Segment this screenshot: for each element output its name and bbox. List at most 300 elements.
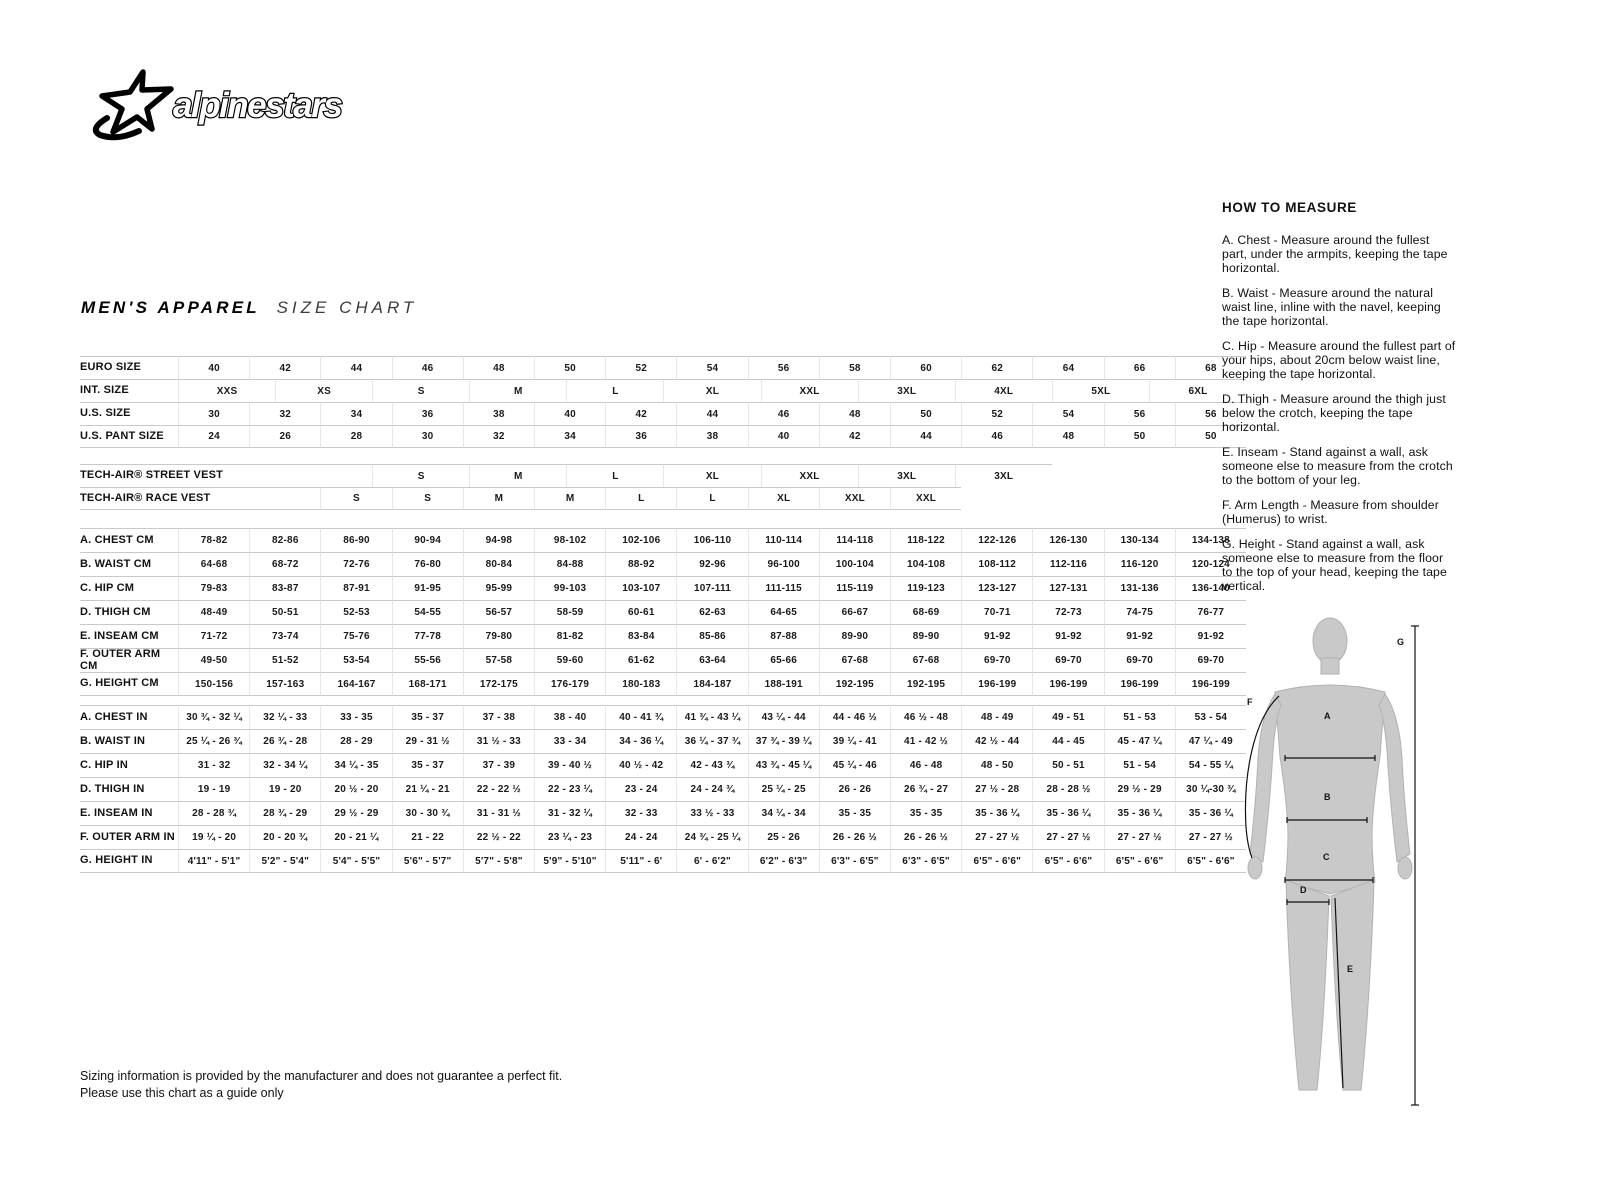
table-row	[80, 552, 1246, 576]
table-row	[80, 356, 1246, 379]
size-cell: 77-78	[392, 624, 463, 648]
size-cell: 33 ½ - 33	[676, 801, 747, 825]
size-cell: 95-99	[463, 576, 534, 600]
how-to-measure-item: D. Thigh - Measure around the thigh just below the crotch, keeping the tape horizontal.	[1222, 392, 1446, 435]
size-cell: 44 - 45	[1032, 729, 1103, 753]
size-cell: 35 - 35	[819, 801, 890, 825]
size-cell: 40	[748, 425, 819, 448]
size-cell: 53-54	[320, 648, 391, 672]
size-cell: 38 - 40	[534, 705, 605, 729]
size-cell: 37 - 39	[463, 753, 534, 777]
size-cell: 36	[392, 402, 463, 425]
size-cell: 79-83	[178, 576, 249, 600]
size-cell: 92-96	[676, 552, 747, 576]
size-cell: 89-90	[890, 624, 961, 648]
page-title-sub: SIZE CHART	[276, 298, 418, 317]
figure-label-hip: C	[1323, 852, 1330, 862]
size-cell	[178, 464, 275, 487]
size-cell: 33 - 34	[534, 729, 605, 753]
size-cell: 72-76	[320, 552, 391, 576]
size-cell: 6'2" - 6'3"	[748, 849, 819, 873]
size-cell: 68-69	[890, 600, 961, 624]
size-cell: 108-112	[961, 552, 1032, 576]
size-cell: 19 ¼ - 20	[178, 825, 249, 849]
row-label: E. INSEAM CM	[80, 624, 178, 648]
size-cell: 26 ¾ - 27	[890, 777, 961, 801]
size-cell: 59-60	[534, 648, 605, 672]
size-cell: 34	[534, 425, 605, 448]
size-cell: 70-71	[961, 600, 1032, 624]
size-cell: 6'5" - 6'6"	[1104, 849, 1175, 873]
row-label: C. HIP CM	[80, 576, 178, 600]
size-cell: 60-61	[605, 600, 676, 624]
table-row	[80, 600, 1246, 624]
size-cell: 24 - 24	[605, 825, 676, 849]
size-cell: 99-103	[534, 576, 605, 600]
size-cell: 54	[1032, 402, 1103, 425]
size-cell: M	[469, 379, 566, 402]
size-cell: 31 ½ - 33	[463, 729, 534, 753]
page-title-main: MEN'S APPAREL	[81, 298, 260, 317]
size-cell: 25 ¼ - 26 ¾	[178, 729, 249, 753]
size-cell: 26 - 26	[819, 777, 890, 801]
size-cell: 23 - 24	[605, 777, 676, 801]
how-to-measure-item: G. Height - Stand against a wall, ask someone else to measure from the floor to the top of your head, keeping the tape vertical.	[1222, 537, 1447, 594]
size-cell: 6' - 6'2"	[676, 849, 747, 873]
size-cell: 65-66	[748, 648, 819, 672]
size-cell: 87-91	[320, 576, 391, 600]
size-cell: 35 - 36 ¼	[1175, 801, 1246, 825]
size-cell: 32 ¼ - 33	[249, 705, 320, 729]
size-cell: L	[605, 487, 676, 510]
size-cell: 43 ¾ - 45 ¼	[748, 753, 819, 777]
size-cell: 26	[249, 425, 320, 448]
size-cell: M	[534, 487, 605, 510]
size-cell: 6'3" - 6'5"	[890, 849, 961, 873]
size-cell: 25 ¼ - 25	[748, 777, 819, 801]
size-cell: 176-179	[534, 672, 605, 696]
size-cell: 184-187	[676, 672, 747, 696]
disclaimer-line-2: Please use this chart as a guide only	[80, 1085, 284, 1100]
size-cell: 50	[1175, 425, 1246, 448]
size-cell: 192-195	[890, 672, 961, 696]
size-cell: 110-114	[748, 528, 819, 552]
size-cell: XL	[748, 487, 819, 510]
size-cell: 34 ¼ - 34	[748, 801, 819, 825]
size-cell: 71-72	[178, 624, 249, 648]
size-cell: 50	[534, 356, 605, 379]
size-cell: 136-140	[1175, 576, 1246, 600]
size-cell: 3XL	[858, 464, 955, 487]
size-cell: 112-116	[1032, 552, 1103, 576]
size-cell: 40	[534, 402, 605, 425]
size-cell: 27 ½ - 28	[961, 777, 1032, 801]
row-label: TECH-AIR® RACE VEST	[80, 487, 178, 510]
size-cell: 34 ¼ - 35	[320, 753, 391, 777]
size-cell: XS	[275, 379, 372, 402]
size-cell: 69-70	[1032, 648, 1103, 672]
size-cell: 5'7" - 5'8"	[463, 849, 534, 873]
size-cell: 46	[392, 356, 463, 379]
how-to-measure-item: B. Waist - Measure around the natural waist line, inline with the navel, keeping the tape horizontal.	[1222, 286, 1441, 329]
size-cell: 32 - 34 ¼	[249, 753, 320, 777]
size-cell: 196-199	[1032, 672, 1103, 696]
size-cell: 28 - 28 ¾	[178, 801, 249, 825]
figure-label-arm: F	[1247, 697, 1253, 707]
size-cell: 40 - 41 ¾	[605, 705, 676, 729]
size-cell: 27 - 27 ½	[1104, 825, 1175, 849]
size-cell: 38	[676, 425, 747, 448]
size-cell: 28 - 28 ½	[1032, 777, 1103, 801]
size-cell: 119-123	[890, 576, 961, 600]
size-cell: 111-115	[748, 576, 819, 600]
size-cell: 46 - 48	[890, 753, 961, 777]
how-to-measure-heading: HOW TO MEASURE	[1222, 200, 1357, 215]
size-cell: 20 ½ - 20	[320, 777, 391, 801]
size-cell: 90-94	[392, 528, 463, 552]
size-cell	[961, 487, 1032, 510]
row-label: INT. SIZE	[80, 379, 178, 402]
size-cell: 19 - 19	[178, 777, 249, 801]
size-cell: 27 - 27 ½	[961, 825, 1032, 849]
row-label: E. INSEAM IN	[80, 801, 178, 825]
size-cell: 51 - 53	[1104, 705, 1175, 729]
size-cell: 196-199	[1175, 672, 1246, 696]
size-cell	[1052, 464, 1149, 487]
size-cell: 46 ½ - 48	[890, 705, 961, 729]
size-cell: 46	[748, 402, 819, 425]
size-cell: 43 ¼ - 44	[748, 705, 819, 729]
size-cell: 50 - 51	[1032, 753, 1103, 777]
size-cell: 79-80	[463, 624, 534, 648]
size-cell: 51-52	[249, 648, 320, 672]
table-row	[80, 825, 1246, 849]
how-to-measure-item: E. Inseam - Stand against a wall, ask someone else to measure from the crotch to the bottom of your leg.	[1222, 445, 1453, 488]
size-cell: XXS	[178, 379, 275, 402]
size-cell: XL	[663, 464, 760, 487]
size-cell: 91-92	[1175, 624, 1246, 648]
size-cell: 37 - 38	[463, 705, 534, 729]
page-title	[81, 298, 417, 318]
size-cell: 127-131	[1032, 576, 1103, 600]
size-cell: L	[566, 379, 663, 402]
size-cell: 73-74	[249, 624, 320, 648]
size-cell: 63-64	[676, 648, 747, 672]
figure-label-thigh: D	[1300, 885, 1307, 895]
size-cell: 5'4" - 5'5"	[320, 849, 391, 873]
size-cell: 50-51	[249, 600, 320, 624]
size-cell: 48	[1032, 425, 1103, 448]
size-cell: 61-62	[605, 648, 676, 672]
size-cell: 44	[890, 425, 961, 448]
size-cell: 64-65	[748, 600, 819, 624]
size-cell: 29 - 31 ½	[392, 729, 463, 753]
size-cell: 188-191	[748, 672, 819, 696]
size-cell: 49-50	[178, 648, 249, 672]
size-cell: 31 - 32 ¼	[534, 801, 605, 825]
size-cell: 58	[819, 356, 890, 379]
size-cell: 35 - 36 ¼	[1032, 801, 1103, 825]
size-cell: 55-56	[392, 648, 463, 672]
row-label: G. HEIGHT CM	[80, 672, 178, 696]
size-cell: 39 ¼ - 41	[819, 729, 890, 753]
how-to-measure-list	[1222, 233, 1456, 593]
table-row	[80, 425, 1246, 448]
size-cell: 157-163	[249, 672, 320, 696]
size-cell: 42	[819, 425, 890, 448]
table-row	[80, 624, 1246, 648]
size-cell: 47 ¼ - 49	[1175, 729, 1246, 753]
size-cell: 41 - 42 ½	[890, 729, 961, 753]
size-cell	[1032, 487, 1103, 510]
size-cell: 74-75	[1104, 600, 1175, 624]
size-cell: 62	[961, 356, 1032, 379]
size-cell: 39 - 40 ½	[534, 753, 605, 777]
size-cell: 60	[890, 356, 961, 379]
size-cell: 24 - 24 ¾	[676, 777, 747, 801]
row-label: A. CHEST IN	[80, 705, 178, 729]
size-cell: 118-122	[890, 528, 961, 552]
size-cell: 50	[1104, 425, 1175, 448]
size-cell: 6XL	[1149, 379, 1246, 402]
size-cell: 25 - 26	[748, 825, 819, 849]
size-cell: 28 ¾ - 29	[249, 801, 320, 825]
size-cell: 22 ½ - 22	[463, 825, 534, 849]
row-label: U.S. SIZE	[80, 402, 178, 425]
size-cell: 32	[249, 402, 320, 425]
row-label: U.S. PANT SIZE	[80, 425, 178, 448]
size-cell: 44	[676, 402, 747, 425]
size-cell: 32	[463, 425, 534, 448]
section-measurements-in	[80, 705, 1246, 873]
size-cell: 83-84	[605, 624, 676, 648]
size-cell: 32 - 33	[605, 801, 676, 825]
size-cell: 5'11" - 6'	[605, 849, 676, 873]
size-cell: 196-199	[961, 672, 1032, 696]
size-cell: M	[469, 464, 566, 487]
size-cell: 87-88	[748, 624, 819, 648]
size-cell: 67-68	[890, 648, 961, 672]
size-cell: 115-119	[819, 576, 890, 600]
size-cell: M	[463, 487, 534, 510]
size-cell: XXL	[761, 379, 858, 402]
size-cell: 24 ¾ - 25 ¼	[676, 825, 747, 849]
row-label: A. CHEST CM	[80, 528, 178, 552]
size-cell: 58-59	[534, 600, 605, 624]
size-cell: 134-138	[1175, 528, 1246, 552]
size-cell: 56-57	[463, 600, 534, 624]
size-cell: 131-136	[1104, 576, 1175, 600]
size-cell: 34	[320, 402, 391, 425]
disclaimer	[80, 1068, 562, 1102]
size-cell	[275, 464, 372, 487]
row-label: D. THIGH CM	[80, 600, 178, 624]
size-cell: 82-86	[249, 528, 320, 552]
size-cell: 6'5" - 6'6"	[1032, 849, 1103, 873]
size-cell: 88-92	[605, 552, 676, 576]
size-cell: 27 - 27 ½	[1175, 825, 1246, 849]
size-cell: 41 ¾ - 43 ¼	[676, 705, 747, 729]
size-cell: 49 - 51	[1032, 705, 1103, 729]
size-cell: 30 ¾ - 32 ¼	[178, 705, 249, 729]
size-cell: 6'3" - 6'5"	[819, 849, 890, 873]
table-row	[80, 402, 1246, 425]
disclaimer-line-1: Sizing information is provided by the manufacturer and does not guarantee a perfect fit.	[80, 1069, 563, 1083]
size-cell: 69-70	[1104, 648, 1175, 672]
size-cell: 48-49	[178, 600, 249, 624]
size-cell: 62-63	[676, 600, 747, 624]
size-cell	[178, 487, 249, 510]
size-cell: 76-80	[392, 552, 463, 576]
size-cell: 54 - 55 ¼	[1175, 753, 1246, 777]
size-cell: 5XL	[1052, 379, 1149, 402]
size-cell: 66	[1104, 356, 1175, 379]
row-label: EURO SIZE	[80, 356, 178, 379]
size-cell: 53 - 54	[1175, 705, 1246, 729]
size-cell: 94-98	[463, 528, 534, 552]
row-label: B. WAIST CM	[80, 552, 178, 576]
size-cell	[249, 487, 320, 510]
size-cell: 48 - 50	[961, 753, 1032, 777]
size-cell: 50	[890, 402, 961, 425]
size-cell: 36 ¼ - 37 ¾	[676, 729, 747, 753]
figure-label-inseam: E	[1347, 964, 1354, 974]
size-cell: 31 - 32	[178, 753, 249, 777]
size-cell: 86-90	[320, 528, 391, 552]
table-row	[80, 487, 1246, 510]
table-row	[80, 729, 1246, 753]
size-cell: 30 ¼-30 ¾	[1175, 777, 1246, 801]
size-cell: XL	[663, 379, 760, 402]
size-cell: 75-76	[320, 624, 391, 648]
size-cell: 102-106	[605, 528, 676, 552]
size-cell: 103-107	[605, 576, 676, 600]
size-cell: S	[392, 487, 463, 510]
size-cell: 81-82	[534, 624, 605, 648]
how-to-measure-item: C. Hip - Measure around the fullest part of your hips, about 20cm below waist line, keeping the tape horizontal.	[1222, 339, 1456, 382]
size-cell: 120-124	[1175, 552, 1246, 576]
size-cell: 69-70	[961, 648, 1032, 672]
size-cell: 44 - 46 ½	[819, 705, 890, 729]
row-label: D. THIGH IN	[80, 777, 178, 801]
size-cell: 20 - 20 ¾	[249, 825, 320, 849]
size-cell: 80-84	[463, 552, 534, 576]
size-cell: 64-68	[178, 552, 249, 576]
table-row	[80, 379, 1246, 402]
size-cell: 196-199	[1104, 672, 1175, 696]
row-label: F. OUTER ARM IN	[80, 825, 178, 849]
size-cell: 35 - 37	[392, 705, 463, 729]
size-cell: 29 ½ - 29	[1104, 777, 1175, 801]
size-cell: 104-108	[890, 552, 961, 576]
size-cell: 48 - 49	[961, 705, 1032, 729]
size-cell: 26 - 26 ½	[890, 825, 961, 849]
size-cell: 126-130	[1032, 528, 1103, 552]
size-cell: 21 ¼ - 21	[392, 777, 463, 801]
size-cell: 64	[1032, 356, 1103, 379]
section-measurements-cm	[80, 528, 1246, 696]
size-cell: 3XL	[858, 379, 955, 402]
size-cell: 68	[1175, 356, 1246, 379]
section-gap	[80, 696, 1246, 705]
size-cell: 23 ¼ - 23	[534, 825, 605, 849]
size-cell: 35 - 35	[890, 801, 961, 825]
section-gap	[80, 510, 1246, 528]
size-cell: 164-167	[320, 672, 391, 696]
size-cell: 66-67	[819, 600, 890, 624]
size-cell: XXL	[761, 464, 858, 487]
size-cell: 26 - 26 ½	[819, 825, 890, 849]
size-cell: S	[372, 464, 469, 487]
body-silhouette-icon	[1248, 618, 1412, 1090]
size-cell: 6'5" - 6'6"	[1175, 849, 1246, 873]
logo-wordmark: alpinestars	[173, 86, 342, 125]
section-sizes	[80, 356, 1246, 448]
figure-label-chest: A	[1324, 711, 1331, 721]
size-cell: 35 - 37	[392, 753, 463, 777]
size-cell: 29 ½ - 29	[320, 801, 391, 825]
size-chart-table	[80, 356, 1246, 873]
size-cell: 54-55	[392, 600, 463, 624]
size-cell: 68-72	[249, 552, 320, 576]
row-label: F. OUTER ARM CM	[80, 648, 178, 672]
table-row	[80, 464, 1246, 487]
size-cell: 42	[605, 402, 676, 425]
size-cell: 52-53	[320, 600, 391, 624]
size-cell: 45 ¼ - 46	[819, 753, 890, 777]
size-cell: 91-92	[961, 624, 1032, 648]
size-cell: 89-90	[819, 624, 890, 648]
size-cell: 180-183	[605, 672, 676, 696]
row-label: C. HIP IN	[80, 753, 178, 777]
size-cell: 42	[249, 356, 320, 379]
size-cell: 35 - 36 ¼	[961, 801, 1032, 825]
size-cell: 98-102	[534, 528, 605, 552]
size-cell: 4'11" - 5'1"	[178, 849, 249, 873]
size-cell: 5'6" - 5'7"	[392, 849, 463, 873]
size-cell: 27 - 27 ½	[1032, 825, 1103, 849]
size-cell: 116-120	[1104, 552, 1175, 576]
size-cell: 78-82	[178, 528, 249, 552]
size-cell: 56	[1175, 402, 1246, 425]
size-cell: 96-100	[748, 552, 819, 576]
size-cell: XXL	[819, 487, 890, 510]
size-cell: 51 - 54	[1104, 753, 1175, 777]
body-measurement-diagram	[1235, 612, 1435, 1112]
section-tech-air	[80, 464, 1246, 510]
size-cell: 52	[961, 402, 1032, 425]
size-cell: L	[676, 487, 747, 510]
size-cell: 42 - 43 ¾	[676, 753, 747, 777]
size-cell: 172-175	[463, 672, 534, 696]
size-cell: 45 - 47 ¼	[1104, 729, 1175, 753]
table-row	[80, 849, 1246, 873]
size-cell: 33 - 35	[320, 705, 391, 729]
row-label: TECH-AIR® STREET VEST	[80, 464, 178, 487]
size-cell: 122-126	[961, 528, 1032, 552]
size-cell: L	[566, 464, 663, 487]
size-cell: 19 - 20	[249, 777, 320, 801]
size-cell: 28	[320, 425, 391, 448]
size-cell: 30 - 30 ¾	[392, 801, 463, 825]
size-cell: 130-134	[1104, 528, 1175, 552]
size-cell: 44	[320, 356, 391, 379]
size-cell: 91-95	[392, 576, 463, 600]
size-cell: 26 ¾ - 28	[249, 729, 320, 753]
table-row	[80, 753, 1246, 777]
size-cell: XXL	[890, 487, 961, 510]
size-cell: 100-104	[819, 552, 890, 576]
